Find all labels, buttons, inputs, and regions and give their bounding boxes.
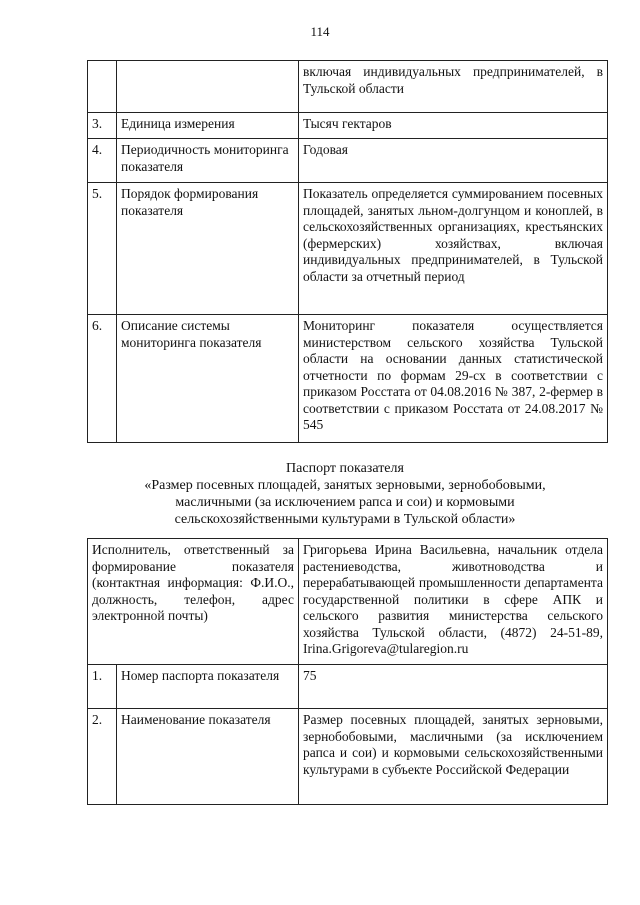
row-number: 5. xyxy=(88,183,117,315)
row-label: Порядок формирования показателя xyxy=(117,183,299,315)
table-row xyxy=(88,315,608,443)
table-row xyxy=(88,139,608,183)
row-label xyxy=(117,61,299,113)
passport-title-block xyxy=(90,460,600,528)
row-value: 75 xyxy=(299,665,608,709)
page-number: 114 xyxy=(310,24,330,39)
table-row xyxy=(88,61,608,113)
row-value: Мониторинг показателя осуществляется министерством сельского хозяйства Тульской области на основании данных статистической отчетности по формам 29-сх в соответствии с приказом Росстата от 04.08.2016 № 387, 2-фермер в соответствии с приказом Росстата от 24.08.2017 № 545 xyxy=(299,315,608,443)
table-row xyxy=(88,113,608,139)
table-row xyxy=(88,665,608,709)
passport-heading: Паспорт показателя xyxy=(286,461,404,476)
executor-label: Исполнитель, ответственный за формирование показателя (контактная информация: Ф.И.О., должность, телефон, адрес электронной почты) xyxy=(88,539,299,665)
passport-title-line: сельскохозяйственными культурами в Тульской области» xyxy=(174,512,516,527)
executor-value: Григорьева Ирина Васильевна, начальник отдела растениеводства, животноводства и перерабатывающей промышленности департамента государственной политики в сфере АПК и сельского развития министерства сельского хозяйства Тульской области, (4872) 24-51-89, Irina.Grigoreva@tularegion.ru xyxy=(299,539,608,665)
row-number: 6. xyxy=(88,315,117,443)
passport-table xyxy=(87,538,608,805)
row-number: 2. xyxy=(88,709,117,805)
row-number: 1. xyxy=(88,665,117,709)
row-label: Единица измерения xyxy=(117,113,299,139)
passport-title-line: «Размер посевных площадей, занятых зерновыми, зернобобовыми, xyxy=(144,478,546,493)
table-row xyxy=(88,539,608,665)
row-label: Наименование показателя xyxy=(117,709,299,805)
passport-title-line: масличными (за исключением рапса и сои) и кормовыми xyxy=(175,495,515,510)
table-row xyxy=(88,183,608,315)
row-label: Периодичность мониторинга показателя xyxy=(117,139,299,183)
row-label: Номер паспорта показателя xyxy=(117,665,299,709)
row-value: Тысяч гектаров xyxy=(299,113,608,139)
row-number: 3. xyxy=(88,113,117,139)
row-value: включая индивидуальных предпринимателей, в Тульской области xyxy=(299,61,608,113)
table-row xyxy=(88,709,608,805)
row-value: Размер посевных площадей, занятых зерновыми, зернобобовыми, масличными (за исключением рапса и сои) и кормовыми сельскохозяйственными культурами в субъекте Российской Федерации xyxy=(299,709,608,805)
row-value: Годовая xyxy=(299,139,608,183)
indicator-table-continued xyxy=(87,60,608,443)
row-label: Описание системы мониторинга показателя xyxy=(117,315,299,443)
row-value: Показатель определяется суммированием посевных площадей, занятых льном-долгунцом и коноплей, в сельскохозяйственных организациях, крестьянских (фермерских) хозяйствах, включая индивидуальных предпринимателей, в Тульской области за отчетный период xyxy=(299,183,608,315)
row-number: 4. xyxy=(88,139,117,183)
row-number xyxy=(88,61,117,113)
